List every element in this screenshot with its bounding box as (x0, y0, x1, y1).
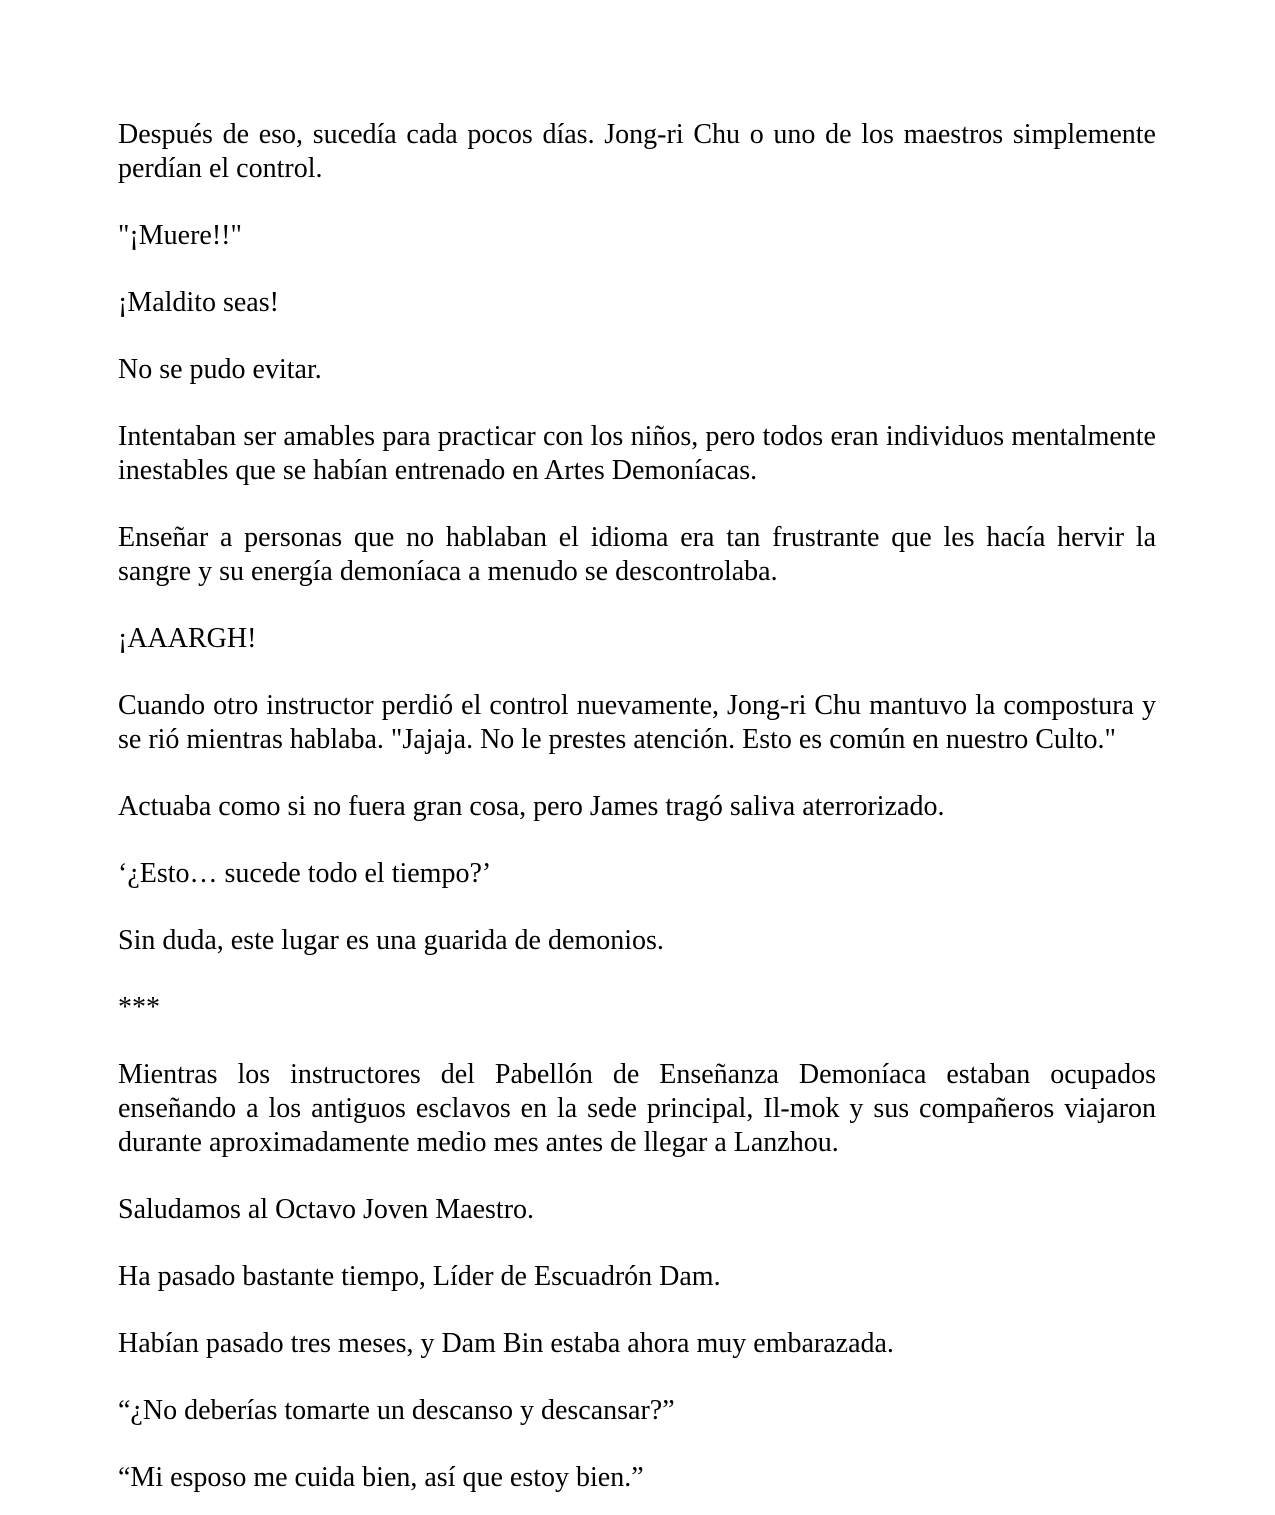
paragraph: “Mi esposo me cuida bien, así que estoy bien.” (118, 1462, 644, 1493)
paragraph: ¡Maldito seas! (118, 287, 279, 318)
paragraph: Después de eso, sucedía cada pocos días. Jong-ri Chu o uno de los maestros simplemente perdían el control. (118, 119, 1156, 184)
paragraph: "¡Muere!!" (118, 220, 242, 251)
paragraph: Mientras los instructores del Pabellón de Enseñanza Demoníaca estaban ocupados enseñando a los antiguos esclavos en la sede principal, Il-mok y sus compañeros viajaron durante aproximadamente medio mes antes de llegar a Lanzhou. (118, 1059, 1156, 1158)
paragraph: ‘¿Esto… sucede todo el tiempo?’ (118, 858, 492, 889)
paragraph: Sin duda, este lugar es una guarida de demonios. (118, 925, 664, 956)
scene-break: *** (118, 992, 160, 1023)
paragraph: No se pudo evitar. (118, 354, 322, 385)
paragraph: Saludamos al Octavo Joven Maestro. (118, 1194, 535, 1225)
paragraph: Intentaban ser amables para practicar con los niños, pero todos eran individuos mentalmente inestables que se habían entrenado en Artes Demoníacas. (118, 421, 1156, 486)
paragraph: Enseñar a personas que no hablaban el idioma era tan frustrante que les hacía hervir la sangre y su energía demoníaca a menudo se descontrolaba. (118, 522, 1156, 587)
paragraph: Cuando otro instructor perdió el control nuevamente, Jong-ri Chu mantuvo la compostura y se rió mientras hablaba. "Jajaja. No le prestes atención. Esto es común en nuestro Culto." (118, 690, 1156, 755)
paragraph: Actuaba como si no fuera gran cosa, pero James tragó saliva aterrorizado. (118, 791, 945, 822)
document-body (118, 118, 1156, 1515)
paragraph: ¡AAARGH! (118, 623, 257, 654)
paragraph: “¿No deberías tomarte un descanso y descansar?” (118, 1395, 675, 1426)
paragraph: Habían pasado tres meses, y Dam Bin estaba ahora muy embarazada. (118, 1328, 894, 1359)
paragraph: Ha pasado bastante tiempo, Líder de Escuadrón Dam. (118, 1261, 721, 1292)
